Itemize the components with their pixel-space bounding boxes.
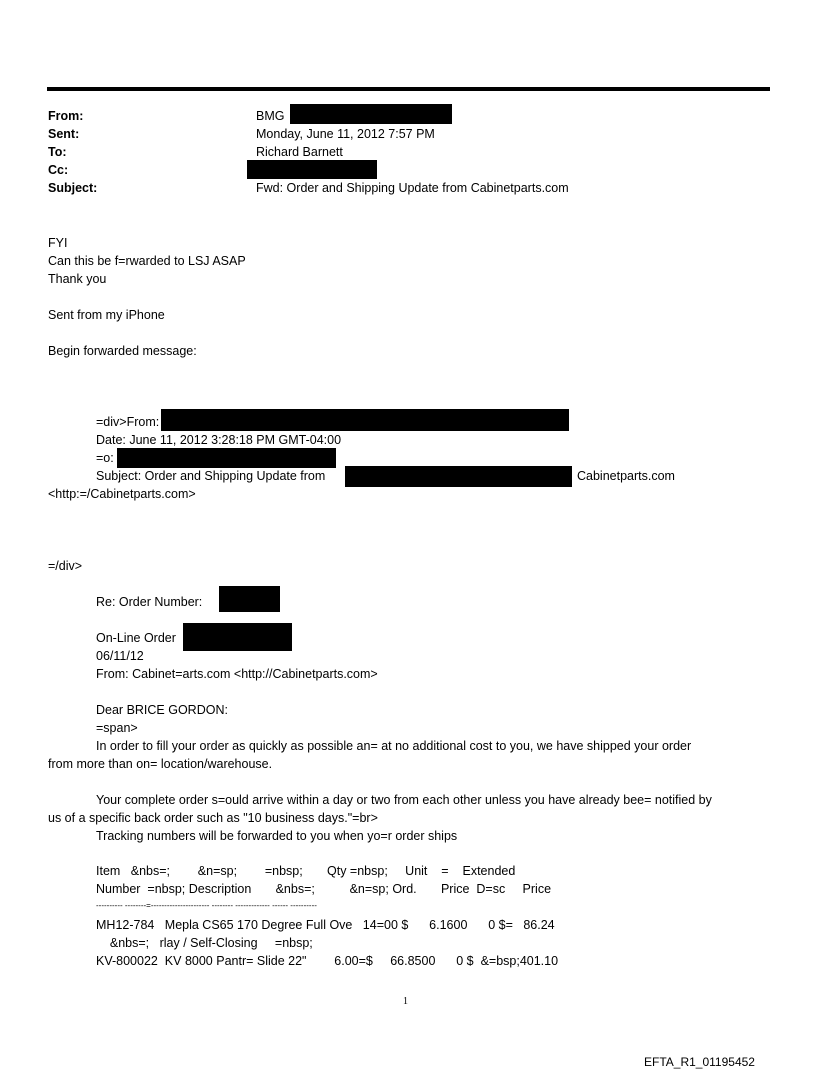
order-from: From: Cabinet=arts.com <http://Cabinetparts.com>: [96, 667, 378, 681]
sent-value: Monday, June 11, 2012 7:57 PM: [256, 127, 435, 141]
table-row: KV-800022 KV 8000 Pantr= Slide 22" 6.00=$ 66.8500 0 $ &=bsp;401.10: [96, 954, 559, 968]
to-value: Richard Barnett: [256, 145, 343, 159]
from-value: BMG: [256, 109, 285, 123]
online-order-label: On-Line Order: [96, 631, 176, 645]
body-line: Begin forwarded message:: [48, 344, 197, 358]
fwd-subject: Subject: Order and Shipping Update from: [96, 469, 326, 483]
span-line: =span>: [96, 721, 138, 735]
fwd-date: Date: June 11, 2012 3:28:18 PM GMT-04:00: [96, 433, 342, 447]
redaction-box: [247, 160, 377, 179]
order-number-label: Re: Order Number:: [96, 595, 203, 609]
paragraph-line: Tracking numbers will be forwarded to you when yo=r order ships: [96, 829, 458, 843]
redaction-box: [290, 104, 452, 124]
redaction-box: [117, 448, 336, 468]
fwd-from: =div>From:: [96, 415, 160, 429]
table-row: MH12-784 Mepla CS65 170 Degree Full Ove 14=00 $ 6.1600 0 $= 86.24: [96, 918, 555, 932]
greeting: Dear BRICE GORDON:: [96, 703, 228, 717]
body-line: FYI: [48, 236, 68, 250]
redaction-box: [161, 409, 569, 431]
paragraph-line: from more than on= location/warehouse.: [48, 757, 273, 771]
fwd-to: =o:: [96, 451, 114, 465]
redaction-box: [345, 466, 572, 487]
paragraph-line: Your complete order s=ould arrive within a day or two from each other unless you have already bee= notified by: [96, 793, 712, 807]
table-row: &nbs=; rlay / Self-Closing =nbsp;: [96, 936, 313, 950]
div-close: =/div>: [48, 559, 83, 573]
order-date: 06/11/12: [96, 649, 144, 663]
page-number: 1: [403, 996, 408, 1007]
subject-value: Fwd: Order and Shipping Update from Cabinetparts.com: [256, 181, 569, 195]
cc-label: Cc:: [48, 163, 69, 177]
subject-label: Subject:: [48, 181, 98, 195]
sent-label: Sent:: [48, 127, 80, 141]
table-divider: ---------- --------=---------------------- -------- ------------- ------ ----------: [96, 901, 317, 910]
redaction-box: [183, 623, 292, 651]
paragraph-line: In order to fill your order as quickly as possible an= at no additional cost to you, we have shipped your order: [96, 739, 692, 753]
body-line: Thank you: [48, 272, 107, 286]
from-label: From:: [48, 109, 84, 123]
redaction-box: [219, 586, 280, 612]
fwd-subject-suffix: Cabinetparts.com: [577, 469, 675, 483]
header-rule: [47, 87, 770, 91]
body-line: Can this be f=rwarded to LSJ ASAP: [48, 254, 246, 268]
table-header: Item &nbs=; &n=sp; =nbsp; Qty =nbsp; Unit = Extended: [96, 864, 516, 878]
body-line: Sent from my iPhone: [48, 308, 165, 322]
table-header: Number =nbsp; Description &nbs=; &n=sp; Ord. Price D=sc Price: [96, 882, 552, 896]
fwd-link: <http:=/Cabinetparts.com>: [48, 487, 196, 501]
document-id: EFTA_R1_01195452: [644, 1055, 755, 1069]
paragraph-line: us of a specific back order such as "10 business days."=br>: [48, 811, 378, 825]
to-label: To:: [48, 145, 67, 159]
